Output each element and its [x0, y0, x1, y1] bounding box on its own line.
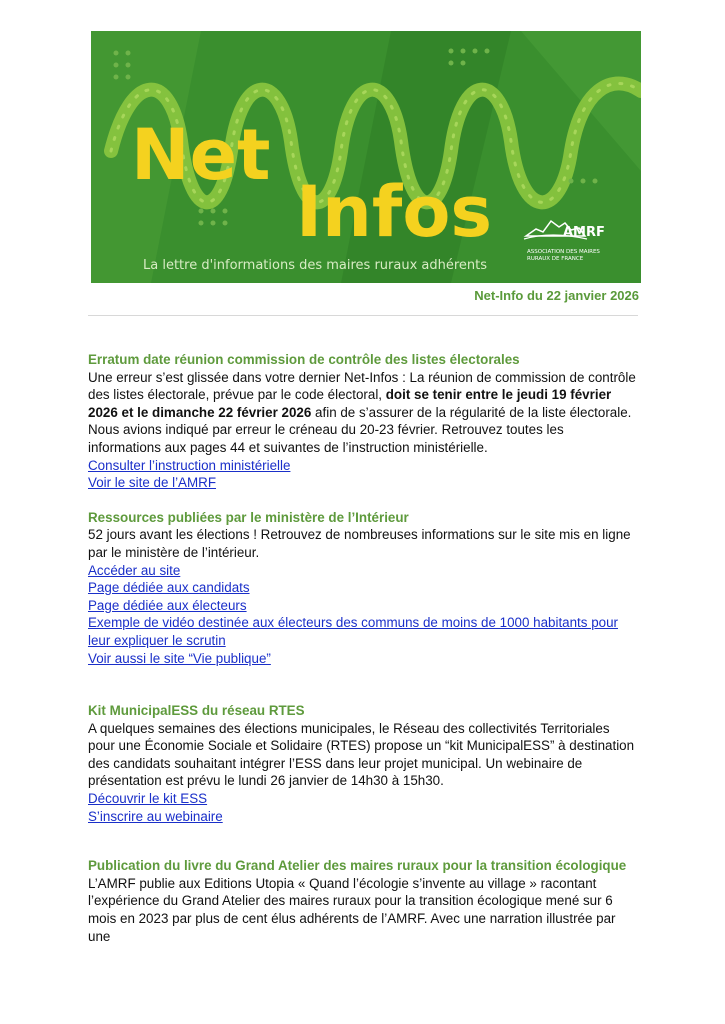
- amrf-logo-line2: RURAUX DE FRANCE: [527, 256, 584, 262]
- section-text: A quelques semaines des élections municipales, le Réseau des collectivités Territoriales pour une Économie Sociale et Solidaire (RTES) propose un “kit MunicipalESS” à destination des candidats souhaitant intégrer l’ESS dans leur projet municipal. Un webinaire de présentation est prévu le lundi 26 janvier de 14h30 à 15h30.: [88, 720, 635, 789]
- section-text: [88, 369, 640, 457]
- link-vie-publique[interactable]: Voir aussi le site “Vie publique”: [88, 650, 271, 666]
- issue-date: Net-Info du 22 janvier 2026: [474, 288, 639, 303]
- link-video[interactable]: Exemple de vidéo destinée aux électeurs des communs de moins de 1000 habitants pour leur expliquer le scrutin: [88, 615, 618, 648]
- amrf-logo-line1: ASSOCIATION DES MAIRES: [527, 249, 600, 255]
- text-part: Une erreur s’est glissée dans votre dernier Net-Infos : La réunion de commission de contrôle des listes électorale, prévue par le code électoral,: [88, 369, 636, 403]
- newsletter-banner: [91, 31, 641, 283]
- spacer: [88, 667, 640, 702]
- link-amrf-site[interactable]: Voir le site de l’AMRF: [88, 475, 216, 491]
- newsletter-body: [88, 351, 640, 945]
- text-part: afin de s’assurer de la régularité de la liste électorale. Nous avions indiqué par erreur le créneau du 20-23 février. Retrouvez toutes les informations aux pages 44 et suivantes de l’instruction ministérielle.: [88, 404, 632, 455]
- amrf-logo-name: AMRF: [563, 225, 605, 240]
- banner-title-infos: Infos: [296, 171, 493, 253]
- link-electeurs[interactable]: Page dédiée aux électeurs: [88, 597, 247, 613]
- section-title: Erratum date réunion commission de contrôle des listes électorales: [88, 352, 520, 367]
- link-webinaire[interactable]: S’inscrire au webinaire: [88, 808, 223, 824]
- section-rtes: [88, 702, 640, 825]
- section-title: Publication du livre du Grand Atelier des maires ruraux pour la transition écologique: [88, 858, 627, 874]
- section-title: Ressources publiées par le ministère de l’Intérieur: [88, 509, 409, 525]
- link-site[interactable]: Accéder au site: [88, 562, 181, 578]
- section-text: L’AMRF publie aux Editions Utopia « Quand l’écologie s’invente au village » racontant l’expérience du Grand Atelier des maires ruraux pour la transition écologique mené sur 6 mois en 2023 par plus de cent élus adhérents de l’AMRF. Avec une narration illustrée par une: [88, 875, 616, 944]
- section-text: 52 jours avant les élections ! Retrouvez de nombreuses informations sur le site mis en ligne par le ministère de l’intérieur.: [88, 527, 631, 560]
- link-instruction[interactable]: Consulter l’instruction ministérielle: [88, 457, 291, 473]
- banner-illustration: [91, 31, 641, 283]
- text-bold: doit se tenir entre le jeudi 19 février 2026 et le dimanche 22 février 2026: [88, 387, 612, 420]
- link-candidats[interactable]: Page dédiée aux candidats: [88, 580, 250, 596]
- section-livre: [88, 857, 640, 945]
- banner-title-net: Net: [131, 114, 271, 196]
- section-title: Kit MunicipalESS du réseau RTES: [88, 703, 305, 719]
- banner-subtitle: La lettre d'informations des maires ruraux adhérents: [143, 258, 488, 273]
- spacer: [88, 825, 640, 857]
- spacer: [88, 492, 640, 509]
- section-ministere: [88, 509, 640, 667]
- link-kit-ess[interactable]: Découvrir le kit ESS: [88, 791, 208, 807]
- header-divider: [88, 315, 638, 316]
- section-erratum: [88, 351, 640, 492]
